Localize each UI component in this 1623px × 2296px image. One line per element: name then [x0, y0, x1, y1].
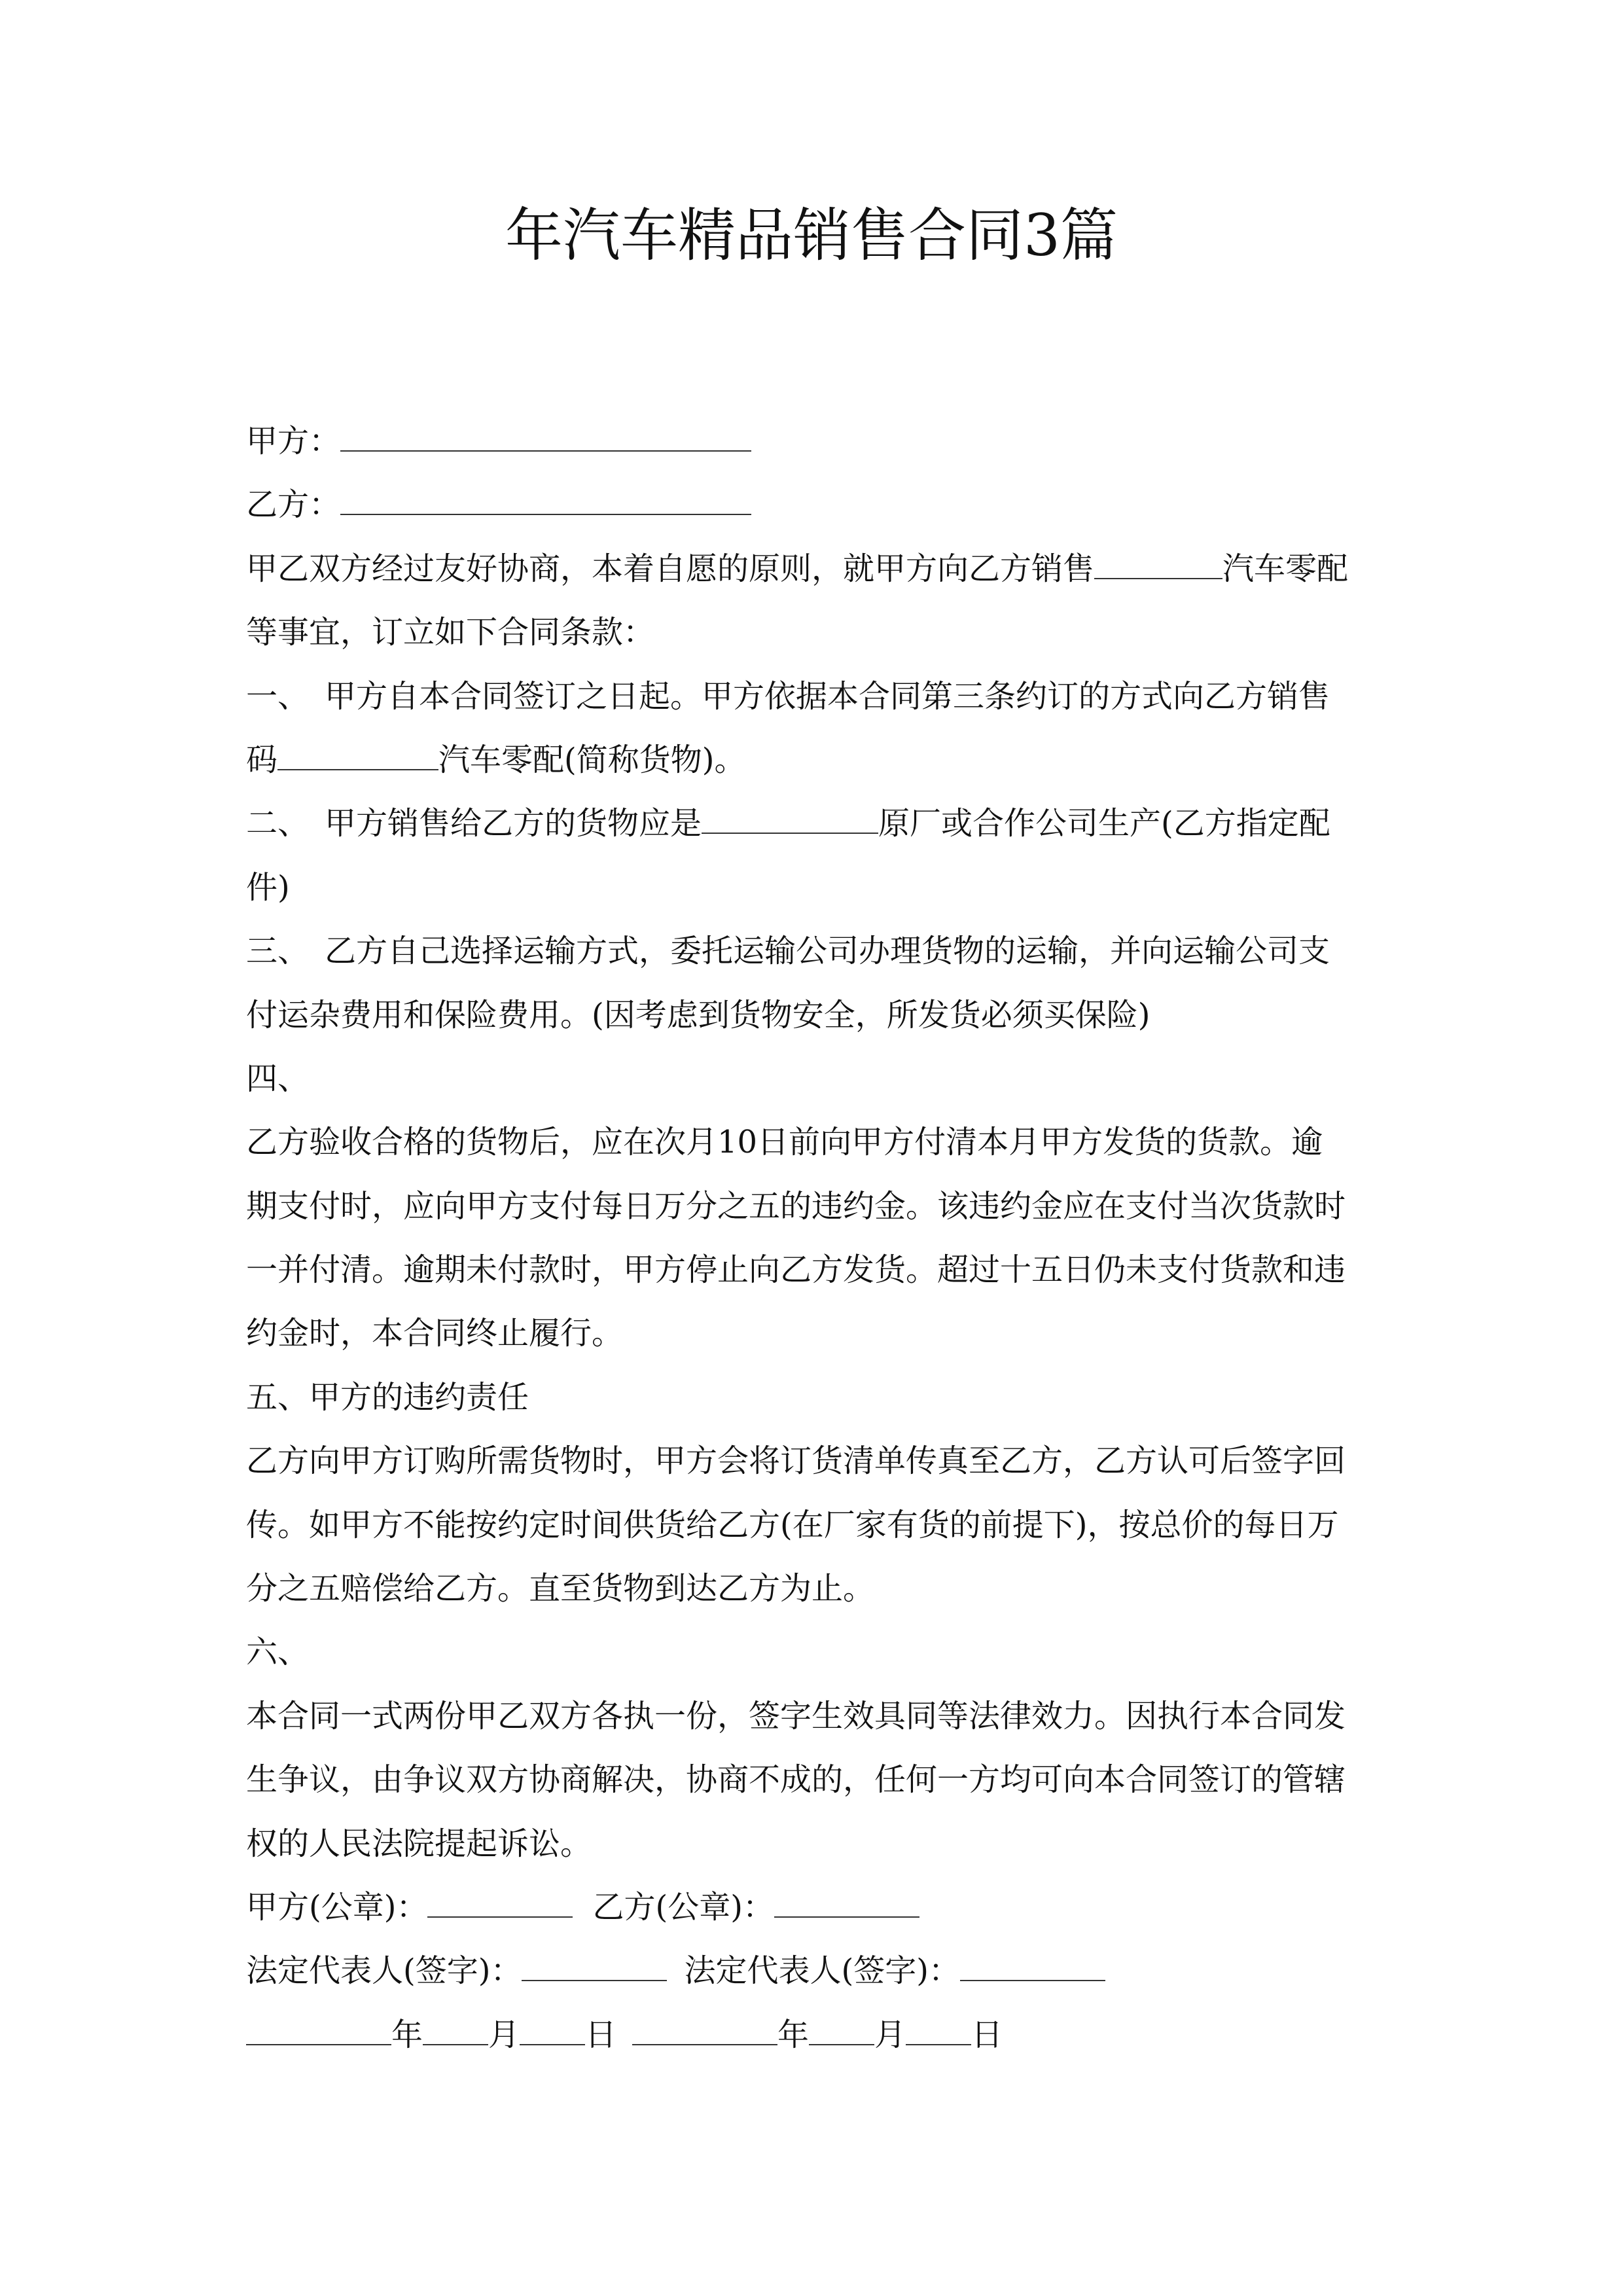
year-label: 年 [777, 2016, 810, 2053]
intro-text: 甲乙双方经过友好协商，本着自愿的原则，就甲方向乙方销售 [246, 550, 1095, 587]
party-b-label: 乙方： [246, 486, 341, 524]
clause-text: 一并付清。逾期未付款时，甲方停止向乙方发货。超过十五日仍未支付货款和违 [246, 1251, 1346, 1289]
party-b-seal-label: 乙方(公章)： [592, 1888, 774, 1926]
clause-5-line-1 [246, 1429, 1385, 1493]
month-label: 月 [488, 2016, 520, 2053]
clause-2-line-1 [246, 792, 1385, 855]
representative-line [246, 1939, 1385, 2003]
clause-text: 汽车零配(简称货物)。 [438, 741, 746, 778]
clause-text: 传。如甲方不能按约定时间供货给乙方(在厂家有货的前提下)，按总价的每日万 [246, 1506, 1339, 1543]
clause-5-line-2 [246, 1494, 1385, 1557]
clause-number: 三、 [246, 933, 310, 970]
contract-body [246, 410, 1385, 2067]
clause-4-line-4 [246, 1302, 1385, 1365]
intro-text-2: 等事宜，订立如下合同条款： [246, 614, 655, 651]
party-a-blank [340, 411, 751, 452]
clause-2-line-2 [246, 856, 1385, 920]
product-blank [1094, 539, 1222, 579]
party-b-rep-label: 法定代表人(签字)： [684, 1952, 960, 1990]
clause-text: 付运杂费用和保险费用。(因考虑到货物安全，所发货必须买保险) [246, 996, 1150, 1033]
clause-4-line-2 [246, 1175, 1385, 1238]
clause-text: 权的人民法院提起诉讼。 [246, 1825, 592, 1862]
year-label: 年 [391, 2016, 423, 2053]
clause-3-line-1 [246, 920, 1385, 983]
month-blank-b [809, 2005, 874, 2045]
party-b-line [246, 473, 1385, 537]
clause-6-heading [246, 1621, 1385, 1684]
code-blank [277, 730, 438, 770]
intro-line-1 [246, 537, 1385, 601]
clause-text: 乙方验收合格的货物后，应在次月10日前向甲方付清本月甲方发货的货款。逾 [246, 1124, 1323, 1161]
clause-6-line-2 [246, 1748, 1385, 1812]
clause-text: 码 [246, 741, 278, 778]
party-b-seal-blank [774, 1877, 919, 1918]
intro-text-tail: 汽车零配 [1222, 550, 1349, 587]
clause-6-line-3 [246, 1812, 1385, 1876]
clause-text: 乙方向甲方订购所需货物时，甲方会将订货清单传真至乙方，乙方认可后签字回 [246, 1443, 1346, 1480]
date-line [246, 2003, 1385, 2067]
clause-number: 一、 [246, 677, 310, 715]
clause-text: 分之五赔偿给乙方。直至货物到达乙方为止。 [246, 1570, 875, 1607]
clause-text: 生争议，由争议双方协商解决，协商不成的，任何一方均可向本合同签订的管辖 [246, 1761, 1346, 1799]
party-a-rep-blank [522, 1941, 667, 1981]
month-blank-a [423, 2005, 488, 2045]
party-a-line [246, 410, 1385, 473]
intro-line-2 [246, 601, 1385, 664]
clause-text: 期支付时，应向甲方支付每日万分之五的违约金。该违约金应在支付当次货款时 [246, 1187, 1346, 1225]
clause-3-line-2 [246, 984, 1385, 1047]
day-blank-b [906, 2005, 971, 2045]
document-title: 年汽车精品销售合同3篇 [505, 202, 1118, 269]
party-b-blank [340, 475, 751, 515]
manufacturer-blank [702, 793, 878, 834]
seal-line [246, 1876, 1385, 1939]
clause-4-line-3 [246, 1238, 1385, 1302]
clause-text: 甲方自本合同签订之日起。甲方依据本合同第三条约订的方式向乙方销售 [325, 677, 1330, 715]
year-blank-b [632, 2005, 777, 2045]
clause-6-line-1 [246, 1685, 1385, 1748]
day-blank-a [520, 2005, 585, 2045]
party-a-label: 甲方： [246, 423, 341, 459]
clause-text: 乙方自己选择运输方式，委托运输公司办理货物的运输，并向运输公司支 [325, 933, 1330, 970]
day-label: 日 [585, 2016, 617, 2053]
party-a-rep-label: 法定代表人(签字)： [246, 1952, 522, 1990]
clause-text: 甲方销售给乙方的货物应是 [325, 805, 702, 842]
clause-number: 四、 [246, 1060, 310, 1097]
party-a-seal-label: 甲方(公章)： [246, 1888, 428, 1926]
year-blank-a [246, 2005, 391, 2045]
clause-number: 六、 [246, 1634, 310, 1671]
clause-4-heading [246, 1047, 1385, 1111]
clause-1-line-1 [246, 665, 1385, 728]
day-label: 日 [971, 2016, 1003, 2053]
clause-4-line-1 [246, 1111, 1385, 1174]
clause-1-line-2 [246, 728, 1385, 792]
clause-heading: 五、甲方的违约责任 [246, 1378, 529, 1416]
clause-5-heading [246, 1366, 1385, 1429]
clause-number: 二、 [246, 805, 310, 842]
clause-text: 约金时，本合同终止履行。 [246, 1315, 624, 1352]
clause-text: 件) [246, 869, 290, 906]
party-b-rep-blank [960, 1941, 1105, 1981]
party-a-seal-blank [427, 1877, 573, 1918]
month-label: 月 [874, 2016, 906, 2053]
clause-text: 原厂或合作公司生产(乙方指定配 [878, 805, 1330, 842]
clause-5-line-3 [246, 1557, 1385, 1621]
clause-text: 本合同一式两份甲乙双方各执一份，签字生效具同等法律效力。因执行本合同发 [246, 1697, 1346, 1734]
